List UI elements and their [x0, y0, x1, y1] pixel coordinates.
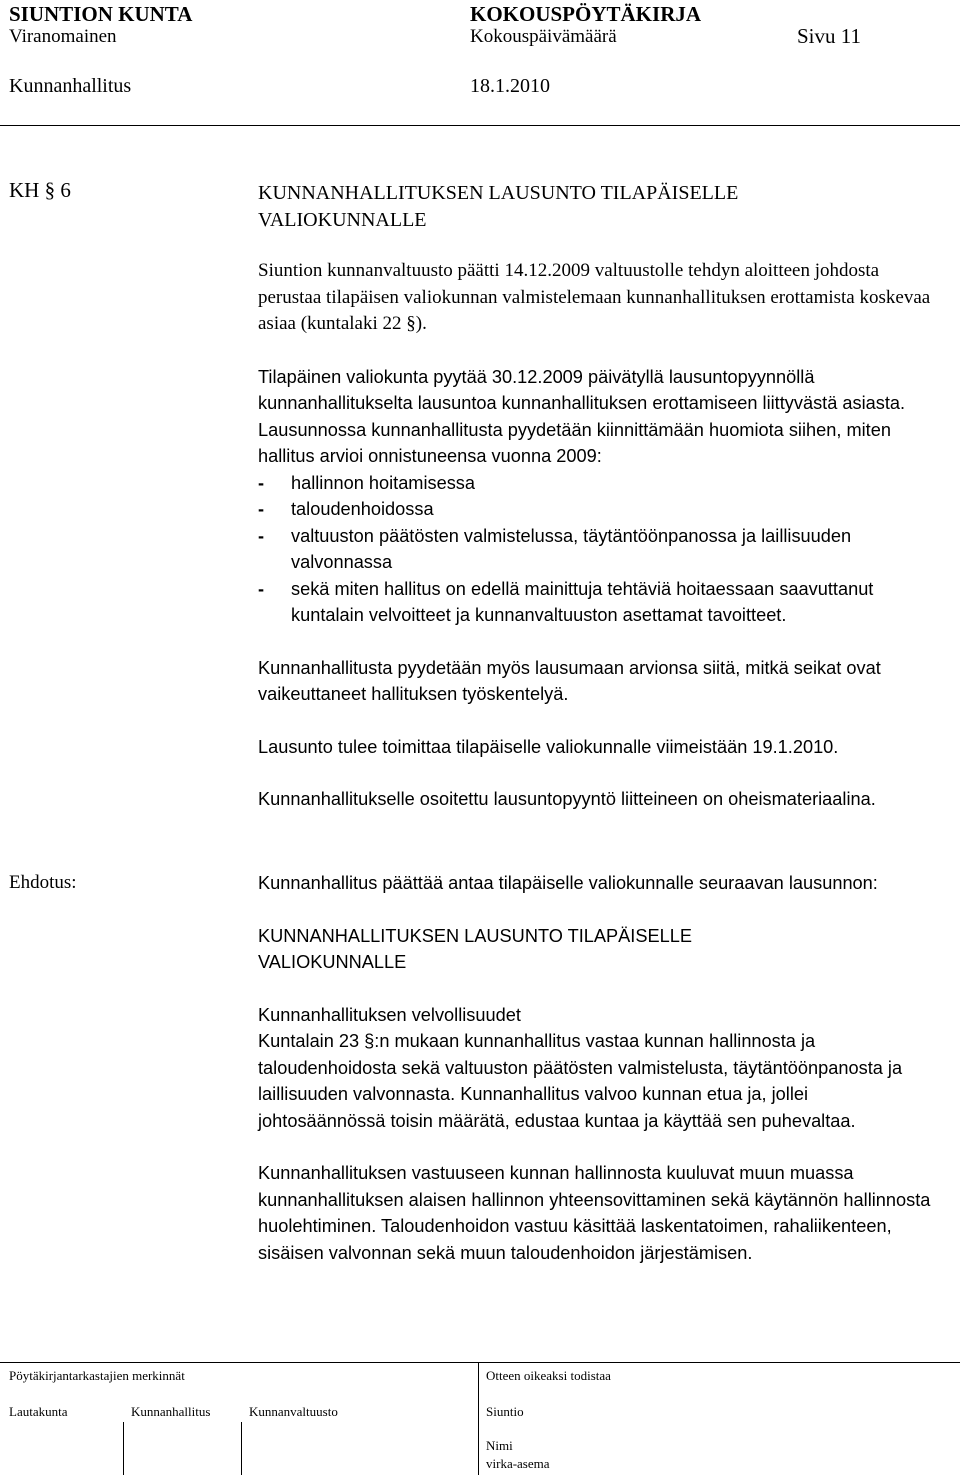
body-paragraph-2	[258, 364, 938, 470]
footer-rule	[0, 1362, 960, 1363]
footer-col-divider-1	[123, 1422, 124, 1475]
municipality-name: SIUNTION KUNTA	[9, 2, 193, 26]
footer-col-kunnanhallitus: Kunnanhallitus	[131, 1404, 211, 1419]
body-paragraph-2a: Tilapäinen valiokunta pyytää 30.12.2009 päivätyllä lausuntopyynnöllä kunnanhallitukselta lausuntoa kunnanhallituksen erottamiseen liittyvästä asiasta.	[258, 366, 906, 413]
proposal-intro: Kunnanhallitus päättää antaa tilapäiselle valiokunnalle seuraavan lausunnon:	[258, 873, 878, 893]
body-paragraph-2b: Lausunnossa kunnanhallitusta pyydetään kiinnittämään huomiota siihen, miten hallitus arvioi onnistuneensa vuonna 2009:	[258, 419, 891, 466]
footer-position-label: virka-asema	[486, 1456, 550, 1471]
footer-place: Siuntio	[486, 1404, 524, 1419]
item-number: KH § 6	[9, 178, 71, 202]
criteria-list	[258, 470, 938, 629]
list-item: - hallinnon hoitamisessa	[258, 470, 938, 497]
meeting-date: 18.1.2010	[470, 75, 550, 97]
authority-name: Kunnanhallitus	[9, 75, 132, 97]
document-type: KOKOUSPÖYTÄKIRJA	[470, 2, 702, 26]
proposal-paragraph-2: Kunnanhallituksen vastuuseen kunnan hallinnosta kuuluvat muun muassa kunnanhallituksen alaisen hallinnon yhteensovittaminen sekä käytännön hallinnosta huolehtiminen. Taloudenhoidon vastuu käsittää laskentatoimen, rahaliikenteen, sisäisen valvonnan sekä muun taloudenhoidon järjestämisen.	[258, 1163, 931, 1263]
footer-col-lautakunta: Lautakunta	[9, 1404, 68, 1419]
body-paragraph-1: Siuntion kunnanvaltuusto päätti 14.12.2009 valtuustolle tehdyn aloitteen johdosta perustaa tilapäisen valiokunnan valmistelemaan kunnanhallituksen erottamista koskevaa asiaa (kuntalaki 22 §).	[258, 260, 931, 334]
proposal-label: Ehdotus:	[9, 872, 77, 893]
item-body	[258, 258, 938, 813]
footer-col-divider-2	[241, 1422, 242, 1475]
page-number: Sivu 11	[797, 24, 861, 48]
proposal-body	[258, 870, 938, 1266]
body-paragraph-4: Lausunto tulee toimittaa tilapäiselle valiokunnalle viimeistään 19.1.2010.	[258, 736, 839, 757]
proposal-subheading: Kunnanhallituksen velvollisuudet	[258, 1004, 521, 1025]
list-item: - valtuuston päätösten valmistelussa, täytäntöönpanossa ja laillisuuden valvonnassa	[258, 523, 938, 576]
body-paragraph-5: Kunnanhallitukselle osoitettu lausuntopyyntö liitteineen on oheismateriaalina.	[258, 789, 876, 809]
list-item: - sekä miten hallitus on edellä mainittuja tehtäviä hoitaessaan saavuttanut kuntalain velvoitteet ja kunnanvaltuuston asettamat tavoitteet.	[258, 576, 938, 629]
body-paragraph-3: Kunnanhallitusta pyydetään myös lausumaan arvionsa siitä, mitkä seikat ovat vaikeuttaneet hallituksen työskentelyä.	[258, 657, 881, 704]
proposal-heading-line2: VALIOKUNNALLE	[258, 952, 407, 972]
list-item: - taloudenhoidossa	[258, 496, 938, 523]
item-title	[258, 180, 938, 233]
proposal-paragraph-1: Kuntalain 23 §:n mukaan kunnanhallitus vastaa kunnan hallinnosta ja taloudenhoidosta sekä valtuuston päätösten valmistelusta, täytäntöönpanosta ja laillisuuden valvonnasta. Kunnanhallitus valvoo kunnan etua ja, jollei johtosäännössä toisin määrätä, edustaa kuntaa ja käyttää sen puhevaltaa.	[258, 1031, 903, 1131]
header-rule	[0, 125, 960, 126]
footer-col-kunnanvaltuusto: Kunnanvaltuusto	[249, 1404, 338, 1419]
date-label: Kokouspäivämäärä	[470, 26, 617, 47]
item-title-line1: KUNNANHALLITUKSEN LAUSUNTO TILAPÄISELLE	[258, 182, 739, 204]
footer-certified-label: Otteen oikeaksi todistaa	[486, 1368, 611, 1383]
footer-name-label: Nimi	[486, 1438, 513, 1453]
proposal-heading-line1: KUNNANHALLITUKSEN LAUSUNTO TILAPÄISELLE	[258, 925, 692, 946]
item-title-line2: VALIOKUNNALLE	[258, 208, 427, 231]
authority-label: Viranomainen	[9, 26, 117, 47]
footer-divider	[478, 1363, 479, 1475]
footer-marks-label: Pöytäkirjantarkastajien merkinnät	[9, 1368, 185, 1383]
